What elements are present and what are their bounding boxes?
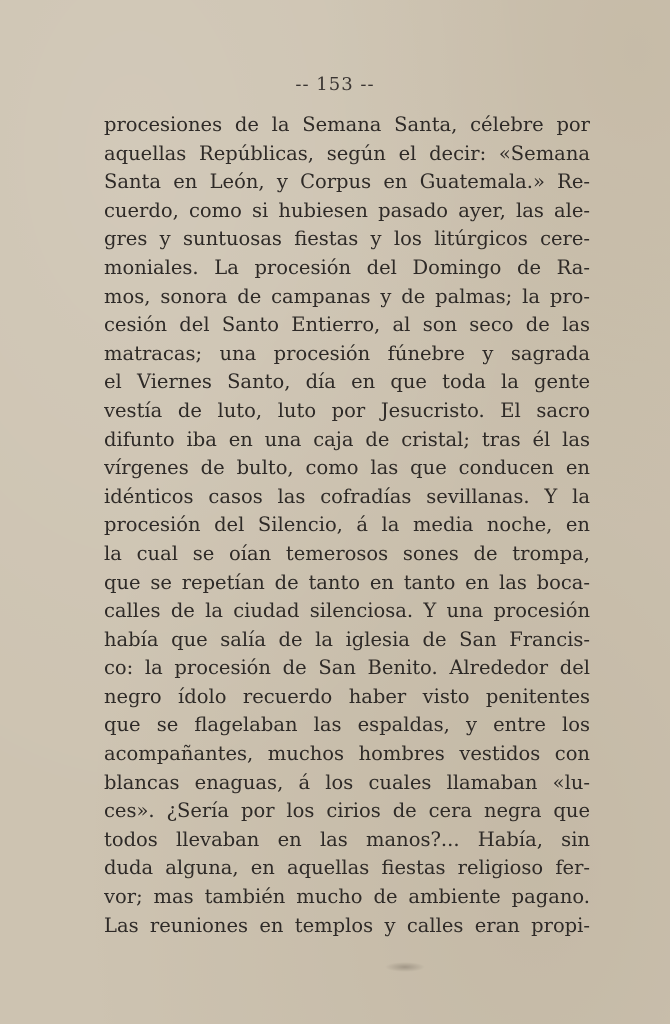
- text-line: duda alguna, en aquellas fiestas religioso fer-: [104, 856, 590, 880]
- text-line: mos, sonora de campanas y de palmas; la pro-: [104, 284, 590, 308]
- page-number: -- 153 --: [295, 74, 375, 95]
- text-line: idénticos casos las cofradías sevillanas. Y la: [104, 484, 590, 508]
- text-line: vestía de luto, luto por Jesucristo. El sacro: [104, 398, 590, 422]
- text-line: blancas enaguas, á los cuales llamaban «lu-: [104, 770, 590, 794]
- text-line: todos llevaban en las manos?... Había, sin: [104, 827, 590, 851]
- text-line: procesiones de la Semana Santa, célebre por: [104, 113, 590, 136]
- ink-smudge: [385, 962, 425, 972]
- text-line: que se flagelaban las espaldas, y entre los: [104, 713, 590, 737]
- text-line: difunto iba en una caja de cristal; tras él las: [104, 427, 590, 451]
- text-line: vírgenes de bulto, como las que conducen en: [104, 456, 590, 480]
- body-text: [104, 111, 590, 940]
- text-line: moniales. La procesión del Domingo de Ra-: [104, 255, 590, 279]
- text-line: Santa en León, y Corpus en Guatemala.» Re-: [104, 170, 590, 194]
- text-line: procesión del Silencio, á la media noche, en: [104, 513, 590, 537]
- text-line: calles de la ciudad silenciosa. Y una procesión: [104, 599, 590, 623]
- text-line: Las reuniones en templos y calles eran propi-: [104, 913, 590, 937]
- text-line: el Viernes Santo, día en que toda la gente: [104, 370, 590, 394]
- text-line: matracas; una procesión fúnebre y sagrada: [104, 341, 590, 365]
- text-line: aquellas Repúblicas, según el decir: «Semana: [104, 141, 590, 165]
- text-line: gres y suntuosas fiestas y los litúrgicos cere-: [104, 227, 590, 251]
- text-line: la cual se oían temerosos sones de trompa,: [104, 541, 590, 565]
- text-line: cuerdo, como si hubiesen pasado ayer, las ale-: [104, 198, 590, 222]
- text-line: había que salía de la iglesia de San Francis-: [104, 627, 590, 651]
- text-line: co: la procesión de San Benito. Alrededor del: [104, 656, 590, 680]
- text-line: cesión del Santo Entierro, al son seco de las: [104, 313, 590, 337]
- text-line: que se repetían de tanto en tanto en las boca-: [104, 570, 590, 594]
- text-line: acompañantes, muchos hombres vestidos con: [104, 742, 590, 766]
- text-line: vor; mas también mucho de ambiente pagano.: [104, 885, 590, 909]
- text-line: ces». ¿Sería por los cirios de cera negra que: [104, 799, 590, 823]
- text-line: negro ídolo recuerdo haber visto penitentes: [104, 684, 590, 708]
